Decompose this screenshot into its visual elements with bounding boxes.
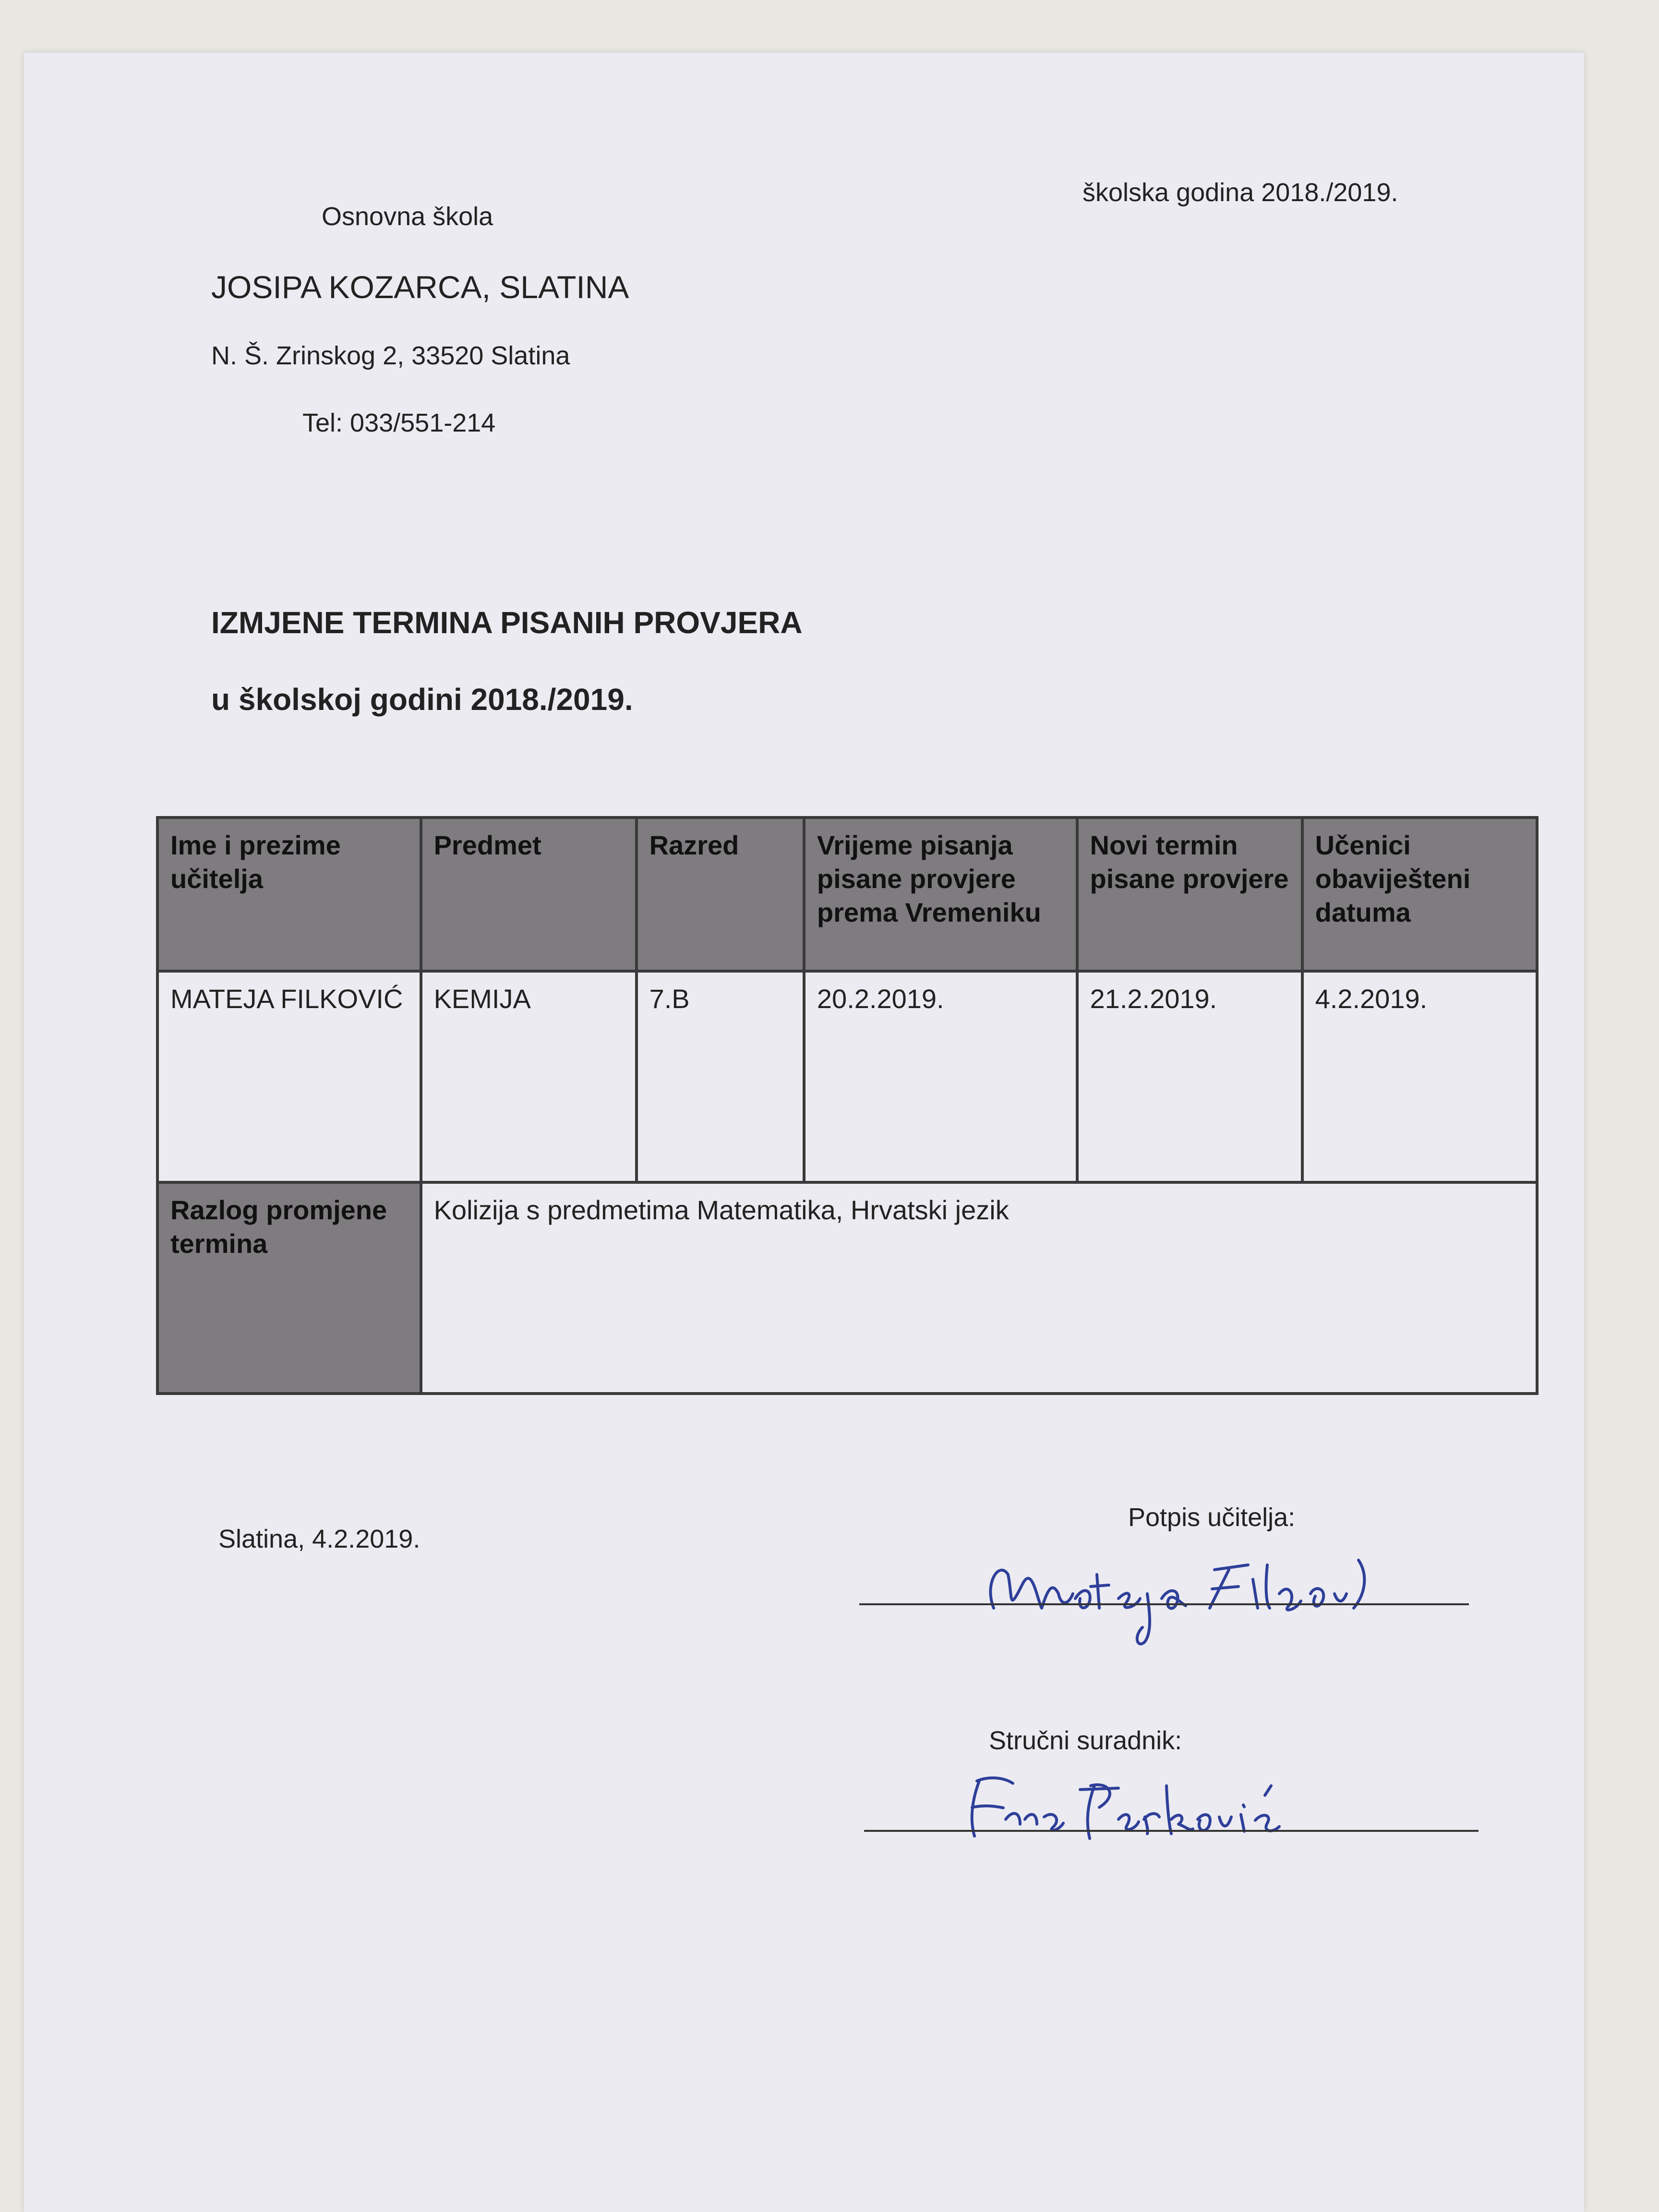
header-class: Razred [637,817,804,971]
school-type: Osnovna škola [322,202,493,231]
cell-subject: KEMIJA [421,971,637,1182]
teacher-signature-label: Potpis učitelja: [1128,1503,1296,1532]
associate-signature [960,1767,1286,1843]
teacher-signature [979,1541,1373,1656]
school-name: JOSIPA KOZARCA, SLATINA [211,269,629,305]
school-address: N. Š. Zrinskog 2, 33520 Slatina [211,341,570,370]
document-title: IZMJENE TERMINA PISANIH PROVJERA [211,605,803,640]
reason-label: Razlog promjene termina [157,1182,421,1394]
table-row [157,971,1537,1182]
cell-original-date: 20.2.2019. [804,971,1077,1182]
header-teacher-name: Ime i prezime učitelja [157,817,421,971]
header-notified-date: Učenici obaviješteni datuma [1302,817,1537,971]
school-year: školska godina 2018./2019. [1082,178,1398,207]
header-new-date: Novi termin pisane provjere [1077,817,1302,971]
header-subject: Predmet [421,817,637,971]
school-phone: Tel: 033/551-214 [302,409,496,437]
reason-value: Kolizija s predmetima Matematika, Hrvatski jezik [421,1182,1537,1394]
table-header-row [157,817,1537,971]
cell-class: 7.B [637,971,804,1182]
teacher-signature-line [859,1603,1469,1605]
associate-signature-line [864,1830,1479,1832]
cell-teacher-name: MATEJA FILKOVIĆ [157,971,421,1182]
cell-new-date: 21.2.2019. [1077,971,1302,1182]
associate-label: Stručni suradnik: [989,1726,1182,1755]
header-original-date: Vrijeme pisanja pisane provjere prema Vremeniku [804,817,1077,971]
change-table [156,816,1539,1395]
cell-notified-date: 4.2.2019. [1302,971,1537,1182]
reason-row [157,1182,1537,1394]
place-date: Slatina, 4.2.2019. [218,1525,421,1553]
document-subtitle: u školskoj godini 2018./2019. [211,682,633,717]
